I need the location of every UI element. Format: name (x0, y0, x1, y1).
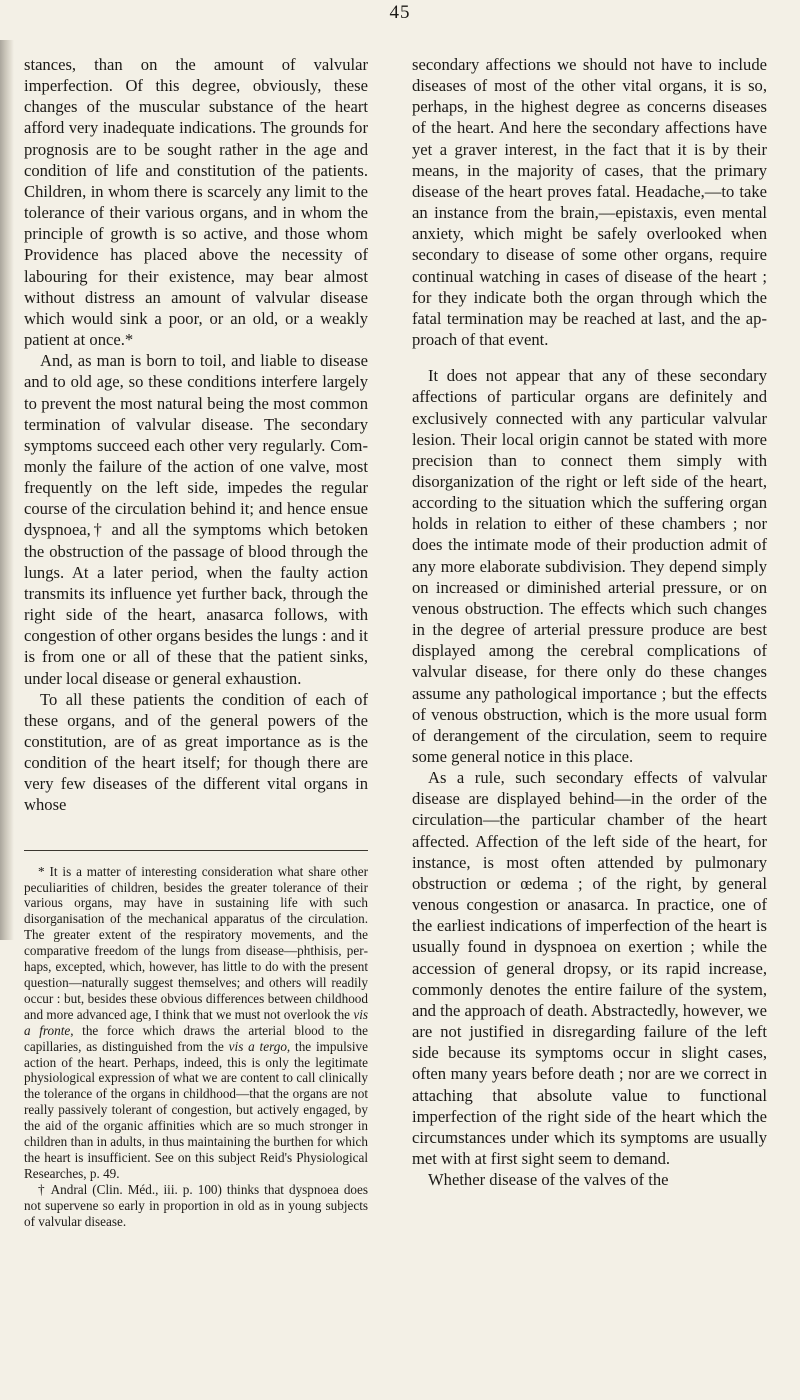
latin-term: vis a tergo (228, 1038, 287, 1054)
footnote-dagger: † Andral (Clin. Méd., iii. p. 100) thinks that dyspnoea does not supervene so early in proportion in old as in young subjects of valvular disease. (24, 1181, 368, 1229)
body-paragraph: secondary affections we should not have to include diseases of most of the other vital organs, it is so, perhaps, in the highest degree as concerns diseases of the heart. And here the secondary affections have yet a graver interest, in the fact that it is by their means, in the majority of cases, that the primary disease of the heart proves fatal. Headache,—to take an instance from the brain,—epistaxis, even mental anxiety, which might be safely overlooked when secondary to disease of some other organs, require continual watching in cases of disease of the heart ; for they indicate both the organ through which the fatal termination may be reached at last, and the approach of that event. (412, 55, 767, 350)
left-column (24, 54, 368, 1229)
body-paragraph: stances, than on the amount of valvular imperfection. Of this degree, obviously, these changes of the muscular substance of the heart afford very inadequate indications. The grounds for prognosis are to be sought rather in the age and condition of life and constitution of the patients. Children, in whom there is scarcely any limit to the tolerance of their various organs, and in whom the principle of growth is so active, and those whom Providence has placed above the necessity of labouring for their existence, may bear almost without distress an amount of valvular disease which would sink a poor, or an old, or a weakly patient at once.* (24, 55, 368, 350)
body-paragraph: And, as man is born to toil, and liable to disease and to old age, so these conditions interfere largely to prevent the most natural being the most common termination of valvular disease. The secondary symptoms succeed each other very regularly. Commonly the failure of the action of one valve, most frequently on the left side, impedes the regular course of the circulation behind it; and hence ensue dyspnoea,† and all the symptoms which betoken the obstruction of the passage of blood through the lungs. At a later period, when the faulty action transmits its influence yet further back, through the right side of the heart, anasarca follows, with congestion of other organs besides the lungs : and it is from one or all of these that the patient sinks, under local disease or general exhaustion. (24, 351, 368, 688)
footnote-text: , the force which draws the arterial blood to the capillaries, as distinguished from the (24, 1022, 368, 1054)
body-paragraph: As a rule, such secondary effects of valvular disease are displayed behind—in the order of the circulation—the particular chamber of the heart affected. Affection of the left side of the heart, for instance, is most often attended by pulmonary obstruction or œdema ; of the right, by general venous congestion or anasarca. In practice, one of the earliest indications of imperfection of the heart is usually found in dyspnoea on exertion ; while the accession of general dropsy, or its rapid increase, commonly denotes the entire failure of the system, and the approach of death. Abstractedly, however, we are not justified in disregarding failure of the left side because its symptoms occur in slight cases, often many years before death ; nor are we correct in attaching that absolute value to functional imperfection of the right side of the heart which the circumstances under which its symptoms are usually met with at first sight seem to demand. (412, 768, 767, 1168)
footnote-asterisk (24, 864, 368, 1182)
body-paragraph: It does not appear that any of these secondary affections of particular organs are definitely and exclusively connected with any particular valvular lesion. Their local origin cannot be stated with more precision than to connect them simply with disorganization of the right or left side of the heart, according to the situation which the suffering organ holds in relation to either of these chambers ; nor does the intimate mode of their production admit of any more elaborate subdivision. They depend simply on increased or diminished arterial pressure, or on venous obstruction. The effects which such changes in the degree of arterial pressure produce are best displayed among the cerebral complications of valvular disease, for there only do these changes assume any pathological importance ; but the effects of venous obstruction, which is the more usual form of derangement of the circulation, seem to require some general notice in this place. (412, 366, 767, 766)
body-paragraph: To all these patients the condition of each of these organs, and of the general powers of the constitution, are of as great importance as is the condition of the heart itself; for though there are very few diseases of the different vital organs in whose (24, 689, 368, 815)
footnotes (24, 864, 368, 1230)
right-column (412, 54, 767, 1190)
footnote-text: , the impulsive action of the heart. Perhaps, indeed, this is only the legitimate physiological expression of what we are content to call clinically the tolerance of the organs in childhood—that the organs are not really passively tolerant of congestion, but actively engaged, by the aid of the organic affinities which are so much stronger in children than in adults, in thus maintaining the burthen for which the heart is insufficient. See on this subject Reid's Physiological Researches, p. 49. (24, 1038, 368, 1181)
footnote-text: * It is a matter of interesting consideration what share other peculiarities of children, besides the greater tolerance of their various organs, may have in sustaining life with such disorganisation of the mechanical apparatus of the circulation. The greater extent of the respiratory movements, and the comparative freedom of the lungs from disease—phthisis, perhaps, excepted, which, however, has little to do with the present question—naturally suggest themselves; and others will readily occur : but, besides these obvious differences between childhood and more advanced age, I think that we must not overlook the (24, 863, 368, 1022)
page-number: 45 (389, 2, 411, 23)
footnote-rule (24, 850, 368, 851)
latin-term: vis a fronte (24, 1006, 368, 1038)
body-paragraph: Whether disease of the valves of the (428, 1170, 669, 1190)
binding-edge (0, 40, 14, 940)
